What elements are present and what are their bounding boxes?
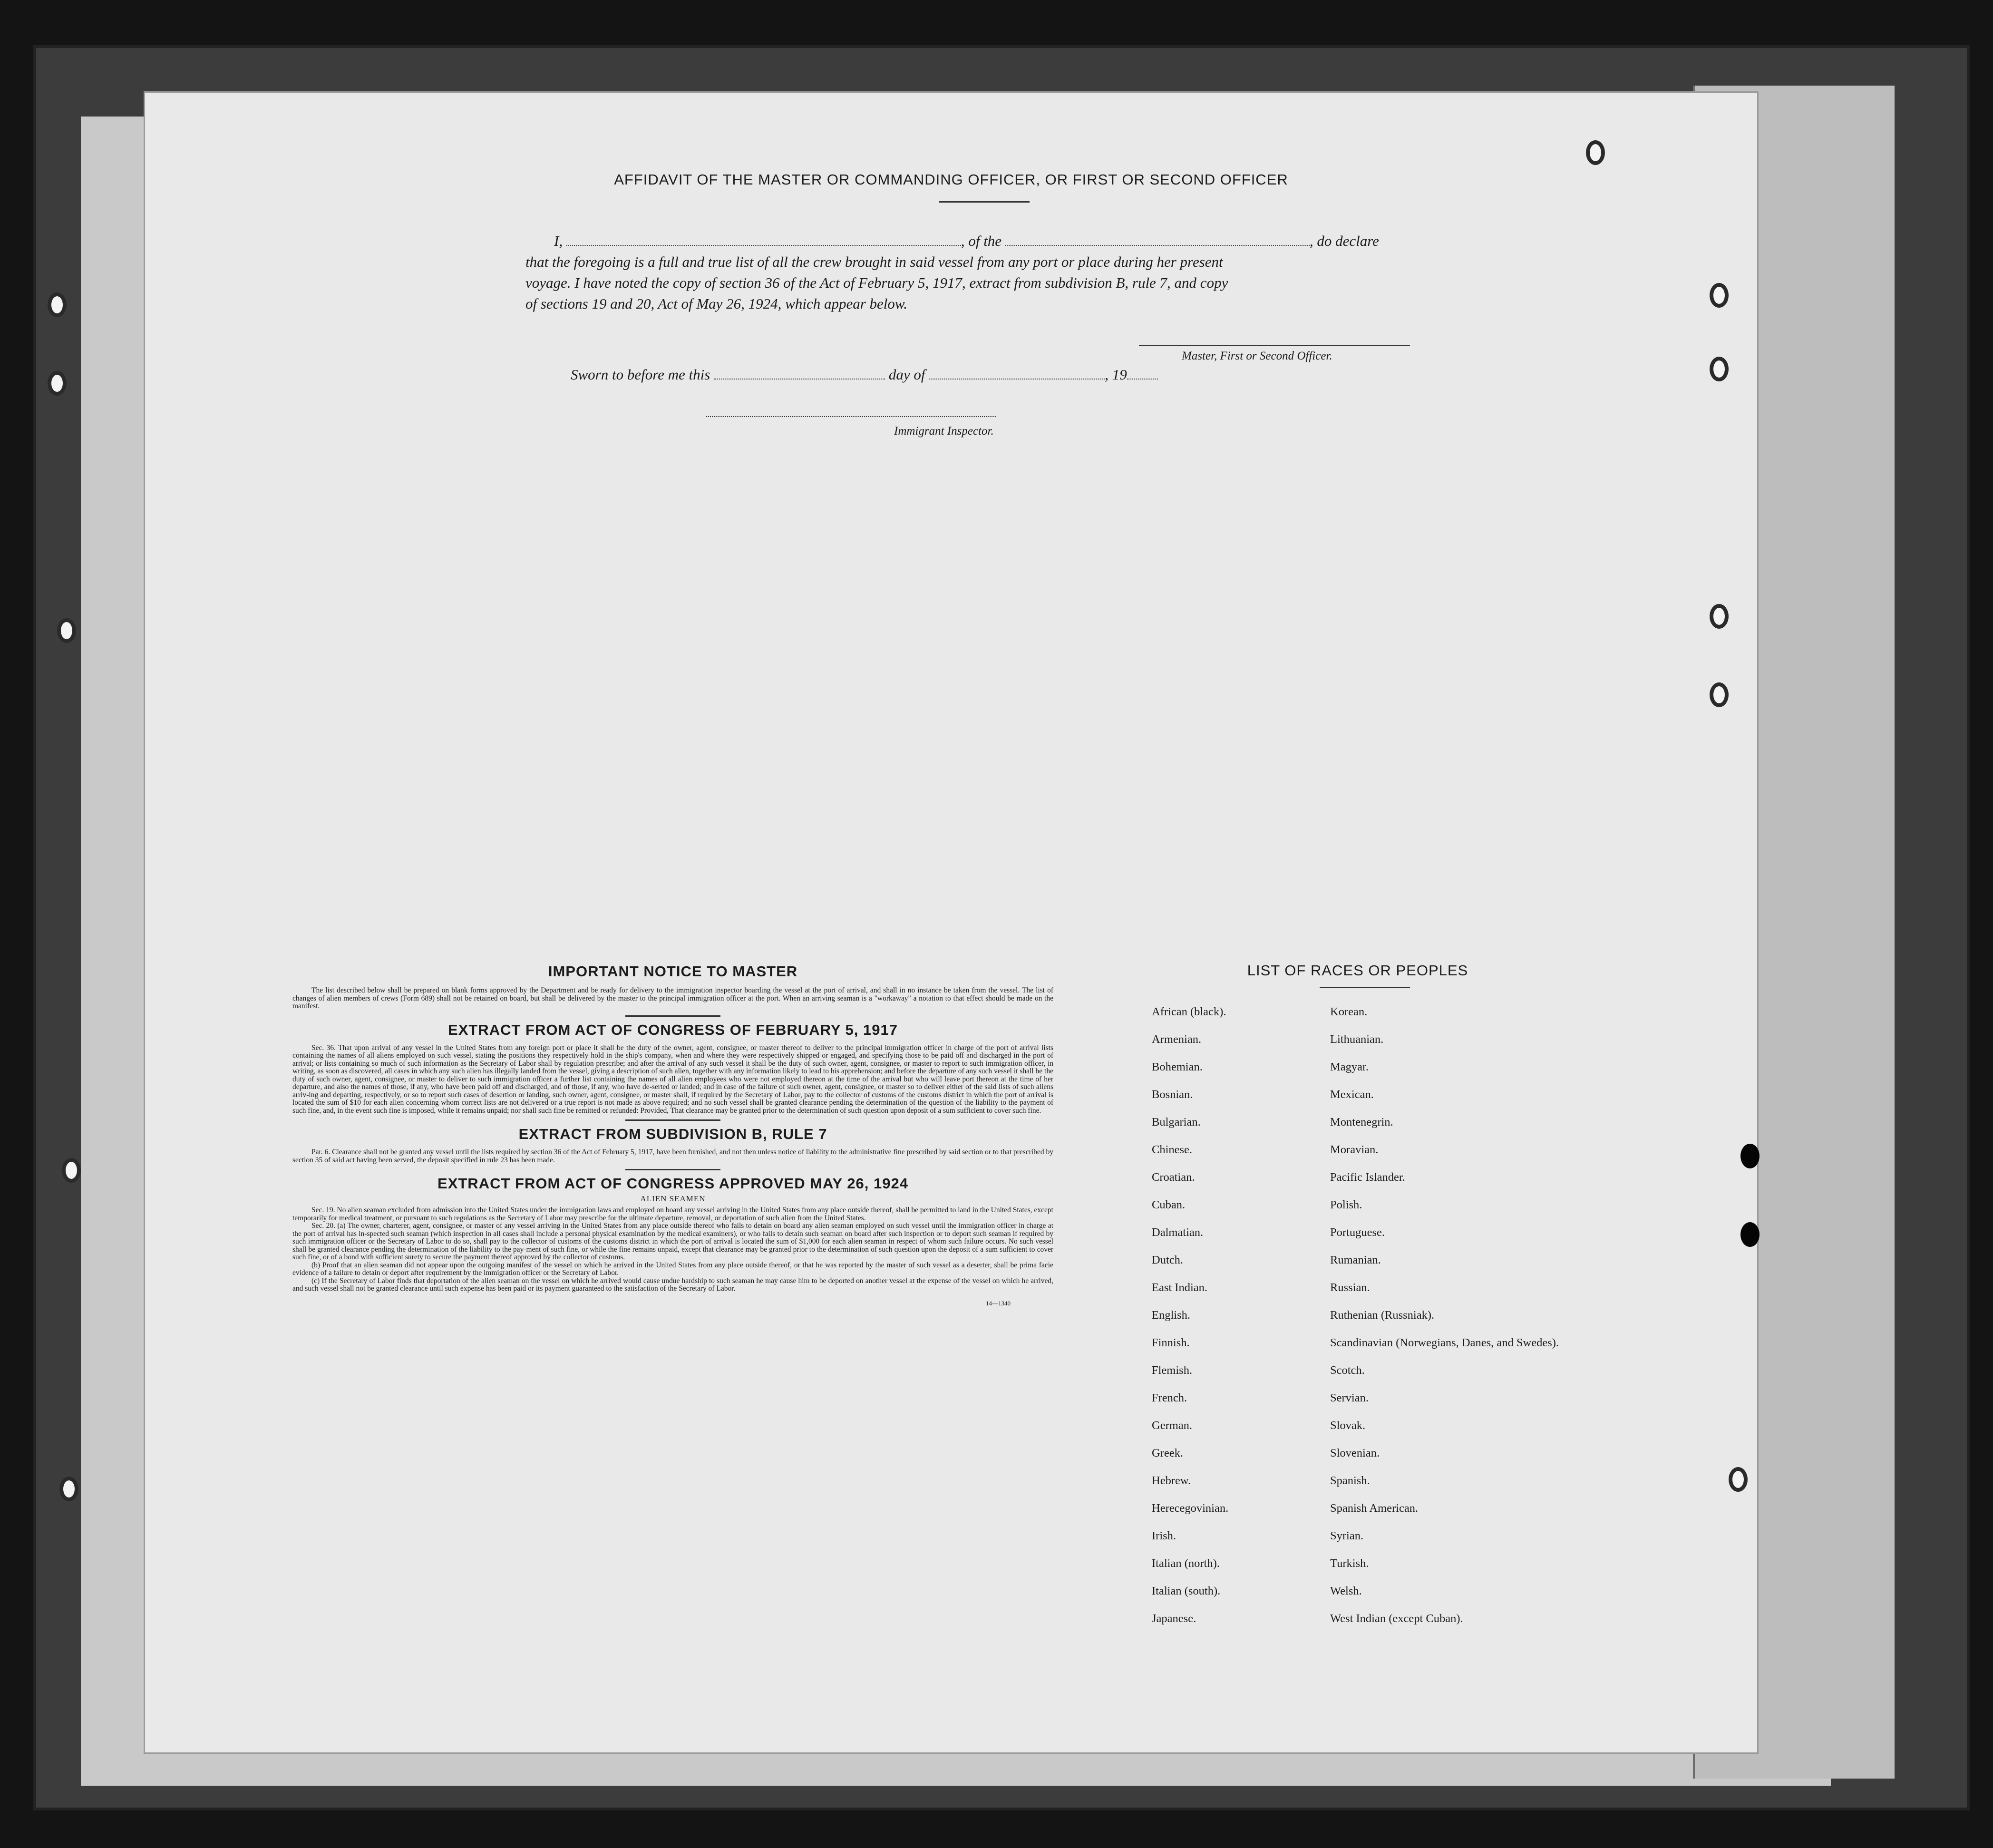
race-item: Scotch.: [1330, 1364, 1365, 1377]
race-item: Servian.: [1330, 1391, 1369, 1404]
race-item: Scandinavian (Norwegians, Danes, and Swedes).: [1330, 1336, 1559, 1349]
race-item: Spanish American.: [1330, 1502, 1419, 1515]
binder-hole: [48, 292, 67, 317]
binder-hole: [1710, 283, 1729, 308]
affidavit-statement: [525, 231, 1467, 314]
race-item: Korean.: [1330, 1005, 1368, 1018]
binder-hole: [1710, 604, 1729, 629]
vessel-blank[interactable]: [1005, 233, 1310, 246]
alien-seamen-subtitle: ALIEN SEAMEN: [640, 1194, 706, 1203]
subdivision-b-title: EXTRACT FROM SUBDIVISION B, RULE 7: [518, 1126, 827, 1142]
race-item: Croatian.: [1152, 1171, 1195, 1184]
inspector-signature-line[interactable]: [706, 416, 996, 417]
race-item: Pacific Islander.: [1330, 1171, 1405, 1184]
race-item: Slovak.: [1330, 1419, 1366, 1432]
section-divider: [625, 1119, 720, 1121]
race-item: Portuguese.: [1330, 1226, 1385, 1239]
race-item: West Indian (except Cuban).: [1330, 1612, 1463, 1625]
section-divider: [625, 1015, 720, 1017]
name-blank[interactable]: [566, 233, 961, 246]
sworn-month-blank[interactable]: [929, 366, 1105, 379]
do-declare-label: , do declare: [1309, 233, 1379, 249]
subdivision-b-text: Par. 6. Clearance shall not be granted any vessel until the lists required by section 36 of the Act of February 5, 1917, have been furnished, and not then unless notice of liability to the administrative fine prescribed by said section or to that prescribed by section 35 of said act having been served, the deposit specified in rule 23 has been made.: [292, 1148, 1053, 1164]
extract-1924-title: EXTRACT FROM ACT OF CONGRESS APPROVED MAY 26, 1924: [437, 1175, 908, 1192]
race-item: Bohemian.: [1152, 1060, 1203, 1073]
binder-hole: [57, 618, 76, 643]
inspector-caption: Immigrant Inspector.: [894, 425, 994, 438]
affidavit-title: AFFIDAVIT OF THE MASTER OR COMMANDING OFFICER, OR FIRST OR SECOND OFFICER: [614, 171, 1288, 188]
race-item: Slovenian.: [1330, 1447, 1380, 1459]
race-item: Bulgarian.: [1152, 1116, 1201, 1128]
sec-19-text: Sec. 19. No alien seaman excluded from admission into the United States under the immigration laws and employed on board any vessel arriving in the United States from any place outside thereof, shall be permitted to land in the United States, except temporarily for medical treatment, or pursuant to such regulations as the Secretary of Labor may prescribe for the ultimate departure, removal, or deportation of such alien from the United States.: [292, 1206, 1053, 1222]
declaration-text: of sections 19 and 20, Act of May 26, 1924, which appear below.: [525, 295, 908, 312]
declaration-text: voyage. I have noted the copy of section 36 of the Act of February 5, 1917, extract from subdivision B, rule 7, and copy: [525, 274, 1228, 291]
race-item: Irish.: [1152, 1529, 1176, 1542]
race-item: Russian.: [1330, 1281, 1370, 1294]
race-item: Flemish.: [1152, 1364, 1193, 1377]
i-label: I,: [554, 233, 563, 249]
race-item: German.: [1152, 1419, 1193, 1432]
notice-title: IMPORTANT NOTICE TO MASTER: [548, 963, 798, 980]
form-number: 14—1340: [986, 1299, 1011, 1307]
race-item: Japanese.: [1152, 1612, 1196, 1625]
binder-hole: [59, 1477, 78, 1501]
race-item: Rumanian.: [1330, 1254, 1381, 1266]
race-item: Dalmatian.: [1152, 1226, 1204, 1239]
race-item: Montenegrin.: [1330, 1116, 1393, 1128]
sworn-day-blank[interactable]: [714, 366, 885, 379]
day-of-label: day of: [888, 366, 925, 383]
binder-hole: [1740, 1222, 1760, 1247]
year-prefix: , 19: [1105, 366, 1127, 383]
races-underline: [1320, 987, 1410, 988]
binder-hole: [1586, 140, 1605, 165]
binder-hole: [62, 1158, 81, 1183]
race-item: Turkish.: [1330, 1557, 1369, 1570]
race-item: Italian (north).: [1152, 1557, 1220, 1570]
race-item: Bosnian.: [1152, 1088, 1193, 1101]
race-item: Cuban.: [1152, 1198, 1186, 1211]
extract-1917-title: EXTRACT FROM ACT OF CONGRESS OF FEBRUARY 5, 1917: [448, 1021, 898, 1038]
sworn-line: [571, 366, 1158, 383]
race-item: East Indian.: [1152, 1281, 1208, 1294]
section-divider: [625, 1169, 720, 1170]
races-title: LIST OF RACES OR PEOPLES: [1247, 962, 1468, 979]
race-item: Welsh.: [1330, 1585, 1362, 1597]
binder-hole: [48, 371, 67, 396]
notice-text: The list described below shall be prepared on blank forms approved by the Department and be ready for delivery to the immigration inspector boarding the vessel at the port of arrival, and shall in no instance be taken from the vessel. The list of changes of alien members of crews (Form 689) shall not be retained on board, but shall be delivered by the master to the principal immigration officer at the port. When an arriving seaman is a "workaway" a notation to that effect should be made on the manifest.: [292, 986, 1053, 1010]
race-item: Italian (south).: [1152, 1585, 1221, 1597]
binder-hole: [1710, 682, 1729, 707]
race-item: Armenian.: [1152, 1033, 1202, 1046]
race-item: Greek.: [1152, 1447, 1183, 1459]
of-the-label: , of the: [961, 233, 1002, 249]
binder-hole: [1729, 1467, 1748, 1492]
extract-1917-text: Sec. 36. That upon arrival of any vessel in the United States from any foreign port or place it shall be the duty of the owner, agent, consignee, or master thereof to deliver to the principal immigration officer in charge of the port of arrival lists containing the names of all aliens employed on such vessel, stating the positions they respectively hold in the ship's company, when and where they were respectively shipped or engaged, and specifying those to be paid off and discharged in the port of arrival; or lists containing so much of such information as the Secretary of Labor shall by regulation prescribe; and after the arrival of any such vessel it shall be the duty of such owner, agent, consignee, or master to report to such immigration officer, in writing, as soon as discovered, all cases in which any such alien has illegally landed from the vessel, giving a description of such alien, together with any information likely to lead to his apprehension; and before the departure of any such vessel it shall be the duty of such owner, agent, consignee, or master to deliver to such immigration officer a further list containing the names of all alien employees who were not employed thereon at the time of the arrival but who will leave port thereon at the time of her departure, and also the names of those, if any, who have been paid off and discharged, and of those, if any, who have de-serted or landed; and in case of the failure of such owner, agent, consignee, or master so to deliver either of the said lists of such aliens arriv-ing and departing, respectively, or so to report such cases of desertion or landing, such owner, agent, consignee, or master shall, if required by the Secretary of Labor, pay to the collector of customs of the customs district in which the port of arrival is located the sum of $10 for each alien concerning whom correct lists are not delivered or a true report is not made as above required; and no such vessel shall be granted clearance pending the determination of the question of the liability to the payment of such fine, and, in the event such fine is imposed, while it remains unpaid; nor shall such fine be remitted or refunded: Provided, That clearance may be granted prior to the determination of such question upon deposit of a sum sufficient to cover such fine.: [292, 1043, 1053, 1115]
race-item: French.: [1152, 1391, 1187, 1404]
binder-hole: [1710, 357, 1729, 381]
instructions-column: [292, 963, 1053, 1307]
sec-20c-text: (c) If the Secretary of Labor finds that deportation of the alien seaman on the vessel on which he arrived would cause undue hardship to such seaman he may cause him to be deported on another vessel at the expense of the vessel on which he arrived, and such vessel shall not be granted clearance until such expense has been paid or its payment guaranteed to the satisfaction of the Secretary of Labor.: [292, 1276, 1053, 1293]
title-underline: [939, 201, 1030, 203]
race-item: English.: [1152, 1309, 1190, 1322]
races-column-2: [1330, 1006, 1577, 1640]
race-item: Moravian.: [1330, 1143, 1379, 1156]
race-item: African (black).: [1152, 1005, 1226, 1018]
race-item: Polish.: [1330, 1198, 1362, 1211]
race-item: Syrian.: [1330, 1529, 1364, 1542]
race-item: Mexican.: [1330, 1088, 1374, 1101]
master-signature-line[interactable]: [1139, 345, 1410, 346]
sec-20b-text: (b) Proof that an alien seaman did not appear upon the outgoing manifest of the vessel on which he arrived in the United States from any place outside thereof, or that he was reported by the master of such vessel as a deserter, shall be prima facie evidence of a failure to detain or deport after requirement by the immigration officer or the Secretary of Labor.: [292, 1261, 1053, 1277]
race-item: Ruthenian (Russniak).: [1330, 1309, 1435, 1322]
declaration-line: [554, 231, 1467, 252]
race-item: Hebrew.: [1152, 1474, 1191, 1487]
master-signature-caption: Master, First or Second Officer.: [1182, 350, 1332, 362]
sworn-label: Sworn to before me this: [571, 366, 710, 383]
race-item: Spanish.: [1330, 1474, 1370, 1487]
race-item: Chinese.: [1152, 1143, 1193, 1156]
race-item: Lithuanian.: [1330, 1033, 1384, 1046]
race-item: Magyar.: [1330, 1060, 1369, 1073]
race-item: Dutch.: [1152, 1254, 1183, 1266]
sec-20a-text: Sec. 20. (a) The owner, charterer, agent, consignee, or master of any vessel arriving in the United States from any place outside thereof who fails to detain on board any alien seaman employed on such vessel until the immigration officer in charge at the port of arrival has in-spected such seaman (which inspection in all cases shall include a personal physical examination by the medical examiners), or who fails to detain such seaman on board after such inspection or to deport such seaman if required by such immigration officer or the Secretary of Labor to do so, shall pay to the collector of customs of the customs district in which the port of arrival is located the sum of $1,000 for each alien seaman in respect of whom such failure occurs. No such vessel shall be granted clearance pending the determination of the liability to the pay-ment of such fine, or while the fine remains unpaid, except that clearance may be granted prior to the determination of such question upon the deposit of a sum sufficient to cover such fine, or of a bond with sufficient surety to secure the payment thereof approved by the collector of customs.: [292, 1222, 1053, 1261]
sworn-year-blank[interactable]: [1127, 366, 1158, 379]
race-item: Herecegovinian.: [1152, 1502, 1229, 1515]
race-item: Finnish.: [1152, 1336, 1190, 1349]
declaration-text: that the foregoing is a full and true list of all the crew brought in said vessel from any port or place during her present: [525, 253, 1223, 270]
binder-hole: [1740, 1144, 1760, 1168]
affidavit-page: [145, 93, 1757, 1752]
